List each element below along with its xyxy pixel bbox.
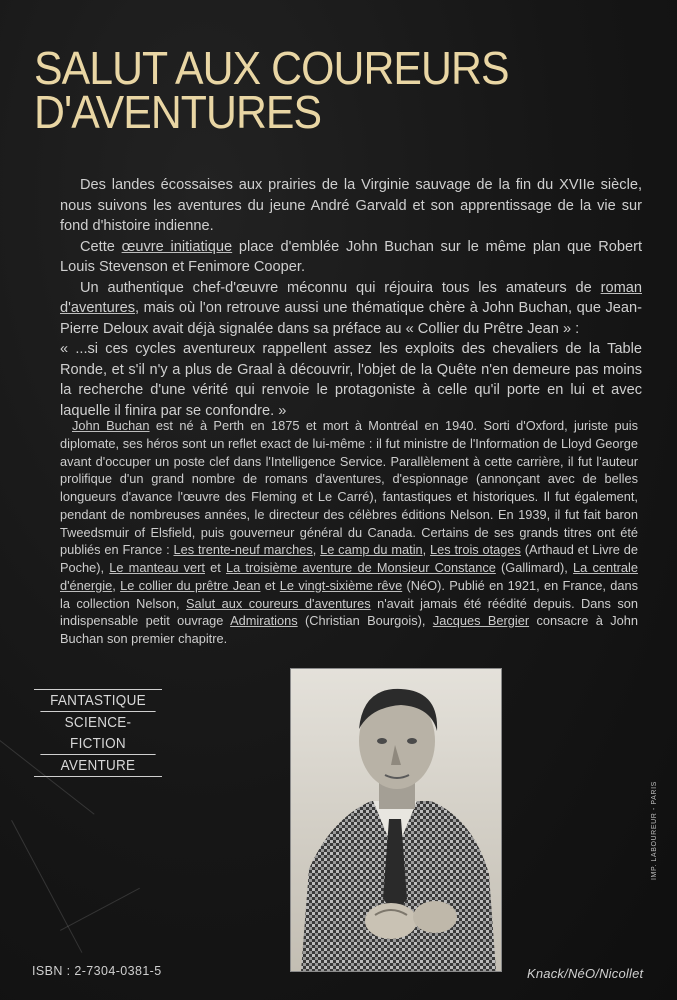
bio-text-run: et (205, 560, 227, 575)
cover-crease (11, 820, 82, 953)
person-name-reference: Jacques Bergier (432, 613, 530, 629)
author-biography (60, 417, 638, 648)
blurb-paragraph-2 (60, 237, 642, 278)
blurb-text (60, 175, 642, 421)
genre-science-fiction: SCIENCE-FICTION (40, 712, 155, 755)
book-title-reference: Salut aux coureurs d'aventures (186, 595, 371, 611)
bio-text-run: , (422, 542, 431, 558)
publisher-imprint: Knack/NéO/Nicollet (527, 966, 644, 981)
book-title-reference: Le manteau vert (109, 560, 205, 575)
blurb-text-run: Un authentique chef-d'œuvre méconnu qui réjouira tous les amateurs de (80, 279, 601, 296)
bio-text-run: (Christian Bourgois), (297, 613, 433, 629)
bio-text-run: est né à Perth en 1875 et mort à Montréal en 1940. Sorti d'Oxford, juriste puis diplomate, ses héros sont un reflet exact de lui-même : il fut ministre de l'Information de Lloyd George avant d'occuper un poste clef dans l'Intelligence Service. Parallèlement à cette carrière, il fut l'auteur prolifique d'un grand nombre de romans d'aventures, d'espionnage (annonçant avec de belles longueurs d'avance l'œuvre des Fleming et Le Carré), fantastiques et historiques. Il fut également, pendant de nombreuses années, le directeur des célèbres éditions Nelson. En 1939, il fut fait baron Tweedsmuir of Elsfield, puis gouverneur général du Canada. Certains de ses grands titres ont été publiés en France : (60, 418, 638, 558)
blurb-text-run: place d'emblée John Buchan sur le même plan que Robert Louis Stevenson et Fenimore Cooper. (60, 238, 643, 275)
genre-fantastique: FANTASTIQUE (40, 690, 155, 712)
genre-aventure: AVENTURE (60, 757, 136, 774)
blurb-quote: « ...si ces cycles aventureux rappellent assez les exploits des chevaliers de la Table Ronde, et s'il n'y a plus de Graal à découvrir, l'objet de la Quête n'en demeure pas moins la recherche d'une vérité qui renvoie le protagoniste à celle qu'il porte en lui et avec laquelle il finira par se confondre. » (60, 341, 642, 419)
cover-crease (60, 888, 140, 931)
book-title-reference: La centrale d'énergie (60, 560, 638, 593)
blurb-text-run: , mais où l'on retrouve aussi une thématique chère à John Buchan, que Jean-Pierre Deloux avait déjà signalée dans sa préface au « Collier du Prêtre Jean » : (60, 300, 642, 337)
blurb-paragraph-3 (60, 278, 642, 340)
author-portrait-illustration (291, 669, 501, 971)
genre-label-box (34, 689, 162, 777)
book-title-line-2: D'AVENTURES (34, 86, 322, 138)
bio-text-run: , (112, 577, 121, 593)
bio-text-run: (Gallimard), (495, 560, 574, 575)
blurb-text-run: Cette (80, 238, 122, 255)
book-title (34, 42, 518, 138)
bio-text-run: , (312, 542, 321, 558)
book-title-reference: Les trente-neuf marches (173, 542, 313, 558)
blurb-underlined-term: œuvre initiatique (121, 238, 233, 255)
isbn-number: ISBN : 2-7304-0381-5 (32, 964, 162, 978)
author-name: John Buchan (72, 418, 150, 433)
bio-text-run: consacre à John Buchan son premier chapitre. (60, 613, 638, 646)
book-title-reference: La troisième aventure de Monsieur Constance (226, 560, 496, 575)
book-title-reference: Les trois otages (430, 542, 521, 558)
book-title-reference: Le vingt-sixième rêve (279, 577, 403, 593)
book-title-reference: Le collier du prêtre Jean (120, 577, 261, 593)
book-title-reference: Admirations (230, 613, 298, 629)
blurb-underlined-term: roman d'aventures (60, 279, 642, 316)
bio-text-run: et (260, 577, 280, 593)
printer-credit: IMP. LABOUREUR - PARIS (651, 781, 658, 880)
bio-text-run: (Arthaud et Livre de Poche), (60, 542, 638, 575)
book-title-line-1: SALUT AUX COUREURS (34, 42, 509, 94)
author-portrait-photo (290, 668, 502, 972)
book-title-reference: Le camp du matin (320, 542, 423, 558)
bio-text-run: n'avait jamais été réédité depuis. Dans son indispensable petit ouvrage (60, 595, 639, 629)
blurb-paragraph-1: Des landes écossaises aux prairies de la Virginie sauvage de la fin du XVIIe siècle, nous suivons les aventures du jeune André Garvald et son apprentissage de la vie sur fond d'histoire indienne. (60, 177, 642, 234)
biography-paragraph (60, 417, 638, 648)
bio-text-run: (NéO). Publié en 1921, en France, dans la collection Nelson, (60, 577, 638, 611)
